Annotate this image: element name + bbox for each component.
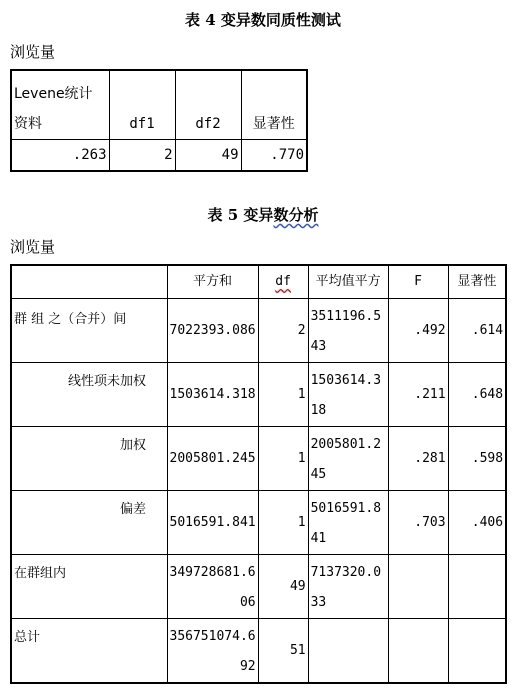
cell-sig: .598 [448,427,506,491]
row-label: 群 组 之（合并）间 [11,299,167,363]
header-f: F [388,265,448,299]
header-blank [11,265,167,299]
variance-homogeneity-table [10,69,308,172]
table-row [11,427,506,491]
table5-caption-underlined: 数分析 [273,206,319,224]
cell-ss: 2005801.245 [167,427,258,491]
cell-df: 1 [258,427,308,491]
row-label: 加权 [11,427,167,491]
table5-subtitle: 浏览量 [10,238,56,256]
cell-df: 2 [258,299,308,363]
cell-ms: 5016591.841 [308,491,388,555]
header-mean-square: 平均值平方 [308,265,388,299]
anova-table [10,264,507,684]
row-label: 总计 [11,619,167,684]
header-df1: df1 [109,70,175,140]
cell-ss: 7022393.086 [167,299,258,363]
row-label: 偏差 [11,491,167,555]
row-label: 线性项未加权 [11,363,167,427]
cell-f: .281 [388,427,448,491]
cell-ms: 1503614.318 [308,363,388,427]
table-row [11,299,506,363]
value-significance: .770 [241,140,307,172]
cell-f [388,619,448,684]
table-row [11,363,506,427]
cell-sig: .406 [448,491,506,555]
value-levene: .263 [11,140,109,172]
header-sum-of-squares: 平方和 [167,265,258,299]
cell-df: 49 [258,555,308,619]
value-df2: 49 [175,140,241,172]
cell-sig [448,619,506,684]
header-significance: 显著性 [241,70,307,140]
table4-value-row [11,140,307,172]
cell-ss: 349728681.606 [167,555,258,619]
header-levene: Levene统计资料 [11,70,109,140]
cell-df: 1 [258,363,308,427]
table4-subtitle: 浏览量 [10,43,56,61]
cell-ms: 3511196.543 [308,299,388,363]
table5-caption-prefix: 表 5 变异 [207,206,274,224]
cell-sig: .648 [448,363,506,427]
header-significance: 显著性 [448,265,506,299]
cell-ss: 356751074.692 [167,619,258,684]
cell-f: .492 [388,299,448,363]
cell-f: .703 [388,491,448,555]
table-row [11,491,506,555]
cell-df: 51 [258,619,308,684]
table5-header-row [11,265,506,299]
cell-f: .211 [388,363,448,427]
table-row [11,555,506,619]
cell-sig: .614 [448,299,506,363]
cell-ms [308,619,388,684]
row-label: 在群组内 [11,555,167,619]
cell-f [388,555,448,619]
cell-ss: 1503614.318 [167,363,258,427]
table-row [11,619,506,684]
header-df: df [258,265,308,299]
cell-df: 1 [258,491,308,555]
cell-sig [448,555,506,619]
cell-ms: 7137320.033 [308,555,388,619]
cell-ms: 2005801.245 [308,427,388,491]
table4-caption: 表 4 变异数同质性测试 [185,11,341,29]
table5-caption [0,205,526,225]
header-df2: df2 [175,70,241,140]
value-df1: 2 [109,140,175,172]
table4-header-row [11,70,307,140]
cell-ss: 5016591.841 [167,491,258,555]
